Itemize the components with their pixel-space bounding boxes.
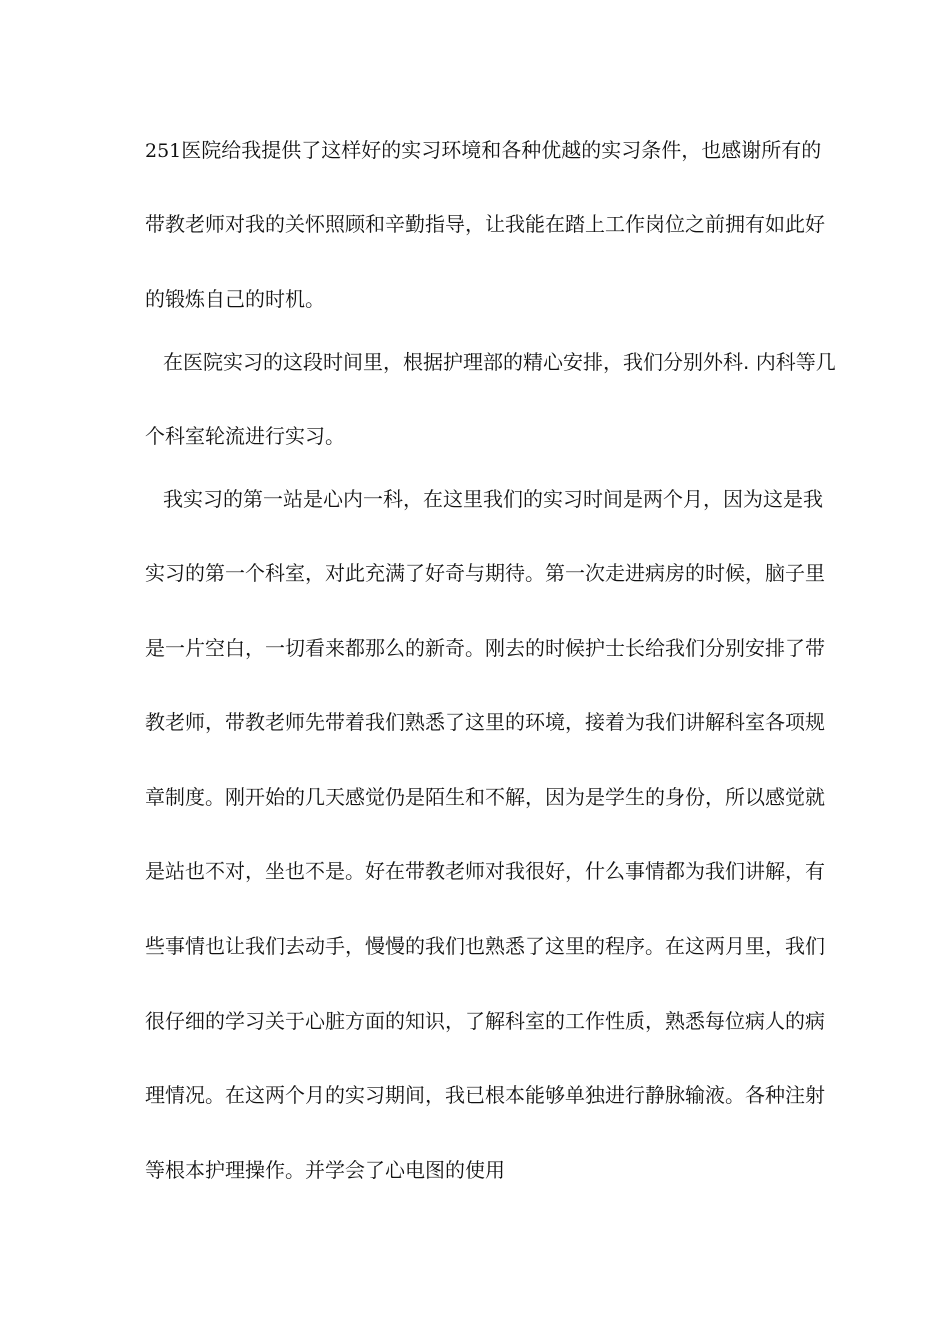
paragraph-line-1 bbox=[145, 135, 825, 165]
paragraph-line-10: 章制度。刚开始的几天感觉仍是陌生和不解，因为是学生的身份，所以感觉就 bbox=[145, 785, 825, 809]
paragraph-line-11: 是站也不对，坐也不是。好在带教老师对我很好，什么事情都为我们讲解，有 bbox=[145, 859, 825, 883]
paragraph-line-12: 些事情也让我们去动手，慢慢的我们也熟悉了这里的程序。在这两月里，我们 bbox=[145, 934, 825, 958]
paragraph-line-7: 实习的第一个科室，对此充满了好奇与期待。第一次走进病房的时候，脑子里 bbox=[145, 561, 825, 585]
paragraph-line-8: 是一片空白，一切看来都那么的新奇。刚去的时候护士长给我们分别安排了带 bbox=[145, 636, 825, 660]
paragraph-line-9: 教老师，带教老师先带着我们熟悉了这里的环境，接着为我们讲解科室各项规 bbox=[145, 710, 825, 734]
paragraph-line-15: 等根本护理操作。并学会了心电图的使用 bbox=[145, 1158, 505, 1182]
paragraph-line-4: 在医院实习的这段时间里，根据护理部的精心安排，我们分别外科. 内科等几 bbox=[163, 350, 836, 374]
paragraph-line-2: 带教老师对我的关怀照顾和辛勤指导，让我能在踏上工作岗位之前拥有如此好 bbox=[145, 212, 825, 236]
paragraph-line-5: 个科室轮流进行实习。 bbox=[145, 424, 345, 448]
paragraph-line-14: 理情况。在这两个月的实习期间，我已根本能够单独进行静脉输液。各种注射 bbox=[145, 1083, 825, 1107]
paragraph-line-3: 的锻炼自己的时机。 bbox=[145, 287, 325, 311]
paragraph-line-13: 很仔细的学习关于心脏方面的知识，了解科室的工作性质，熟悉每位病人的病 bbox=[145, 1009, 825, 1033]
line-text: 医院给我提供了这样好的实习环境和各种优越的实习条件，也感谢所有的 bbox=[181, 138, 822, 162]
paragraph-line-6: 我实习的第一站是心内一科，在这里我们的实习时间是两个月，因为这是我 bbox=[163, 487, 823, 511]
hospital-number: 251 bbox=[145, 140, 182, 162]
